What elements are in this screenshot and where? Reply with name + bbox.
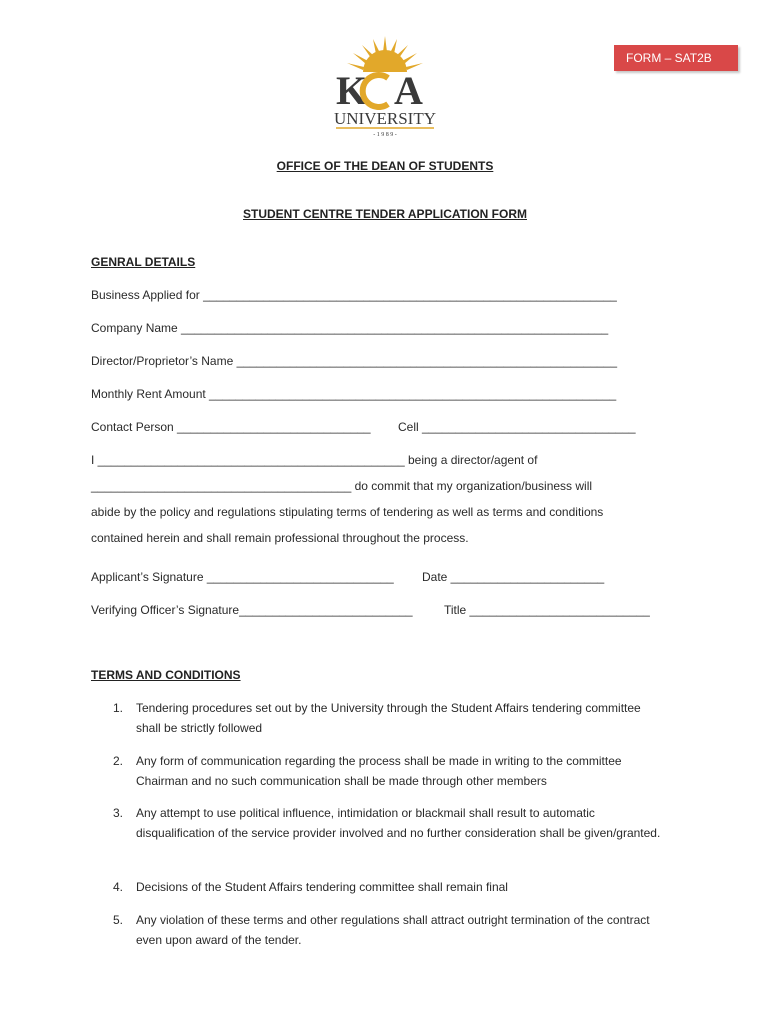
business-applied-field[interactable]: Business Applied for ______________________________________________________________ xyxy=(91,288,617,302)
general-details-title: GENRAL DETAILS xyxy=(91,255,196,269)
term-text: Any attempt to use political influence, intimidation or blackmail shall result to automatic disqualification of the service provider involved and no further consideration shall be given/granted. xyxy=(136,806,661,840)
director-name-field[interactable]: Director/Proprietor’s Name _________________________________________________________ xyxy=(91,354,618,368)
date-field[interactable]: Date _______________________ xyxy=(422,570,605,584)
term-item xyxy=(113,910,673,952)
term-text: Tendering procedures set out by the University through the Student Affairs tendering committee shall be strictly followed xyxy=(136,701,641,735)
logo-a: A xyxy=(394,68,423,113)
term-number: 3. xyxy=(113,806,124,820)
term-number: 2. xyxy=(113,754,124,768)
logo-k: K xyxy=(336,68,368,113)
title-field[interactable]: Title ___________________________ xyxy=(444,603,650,617)
commitment-line-2[interactable]: _______________________________________ do commit that my organization/business will xyxy=(91,479,593,493)
term-number: 4. xyxy=(113,880,124,894)
commitment-line-4: contained herein and shall remain professional throughout the process. xyxy=(91,531,469,545)
term-text: Any violation of these terms and other regulations shall attract outright termination of the contract even upon award of the tender. xyxy=(136,913,650,947)
commitment-line-3: abide by the policy and regulations stipulating terms of tendering as well as terms and conditions xyxy=(91,505,604,519)
kca-university-logo xyxy=(328,32,442,138)
term-item xyxy=(113,877,673,899)
term-item xyxy=(113,698,673,740)
sun-rays-icon xyxy=(347,36,423,72)
term-number: 1. xyxy=(113,701,124,715)
applicant-signature-field[interactable]: Applicant’s Signature ____________________________ xyxy=(91,570,394,584)
cell-field[interactable]: Cell ________________________________ xyxy=(398,420,636,434)
monthly-rent-field[interactable]: Monthly Rent Amount _____________________________________________________________ xyxy=(91,387,617,401)
term-item xyxy=(113,751,673,793)
form-code-badge: FORM – SAT2B xyxy=(614,45,738,71)
form-title: STUDENT CENTRE TENDER APPLICATION FORM xyxy=(243,207,527,221)
term-text: Any form of communication regarding the process shall be made in writing to the committee Chairman and no such communication shall be made through other members xyxy=(136,754,622,788)
contact-person-field[interactable]: Contact Person _____________________________ xyxy=(91,420,371,434)
company-name-field[interactable]: Company Name ________________________________________________________________ xyxy=(91,321,609,335)
term-number: 5. xyxy=(113,913,124,927)
term-text: Decisions of the Student Affairs tendering committee shall remain final xyxy=(136,880,508,894)
logo-year-text: - 1 9 8 9 - xyxy=(373,132,397,138)
terms-title: TERMS AND CONDITIONS xyxy=(91,668,241,682)
term-item xyxy=(113,803,673,865)
office-title: OFFICE OF THE DEAN OF STUDENTS xyxy=(276,159,494,173)
verifying-officer-signature-field[interactable]: Verifying Officer’s Signature__________________________ xyxy=(91,603,413,617)
commitment-line-1[interactable]: I ______________________________________________ being a director/agent of xyxy=(91,453,538,467)
logo-university-text: UNIVERSITY xyxy=(334,109,436,128)
